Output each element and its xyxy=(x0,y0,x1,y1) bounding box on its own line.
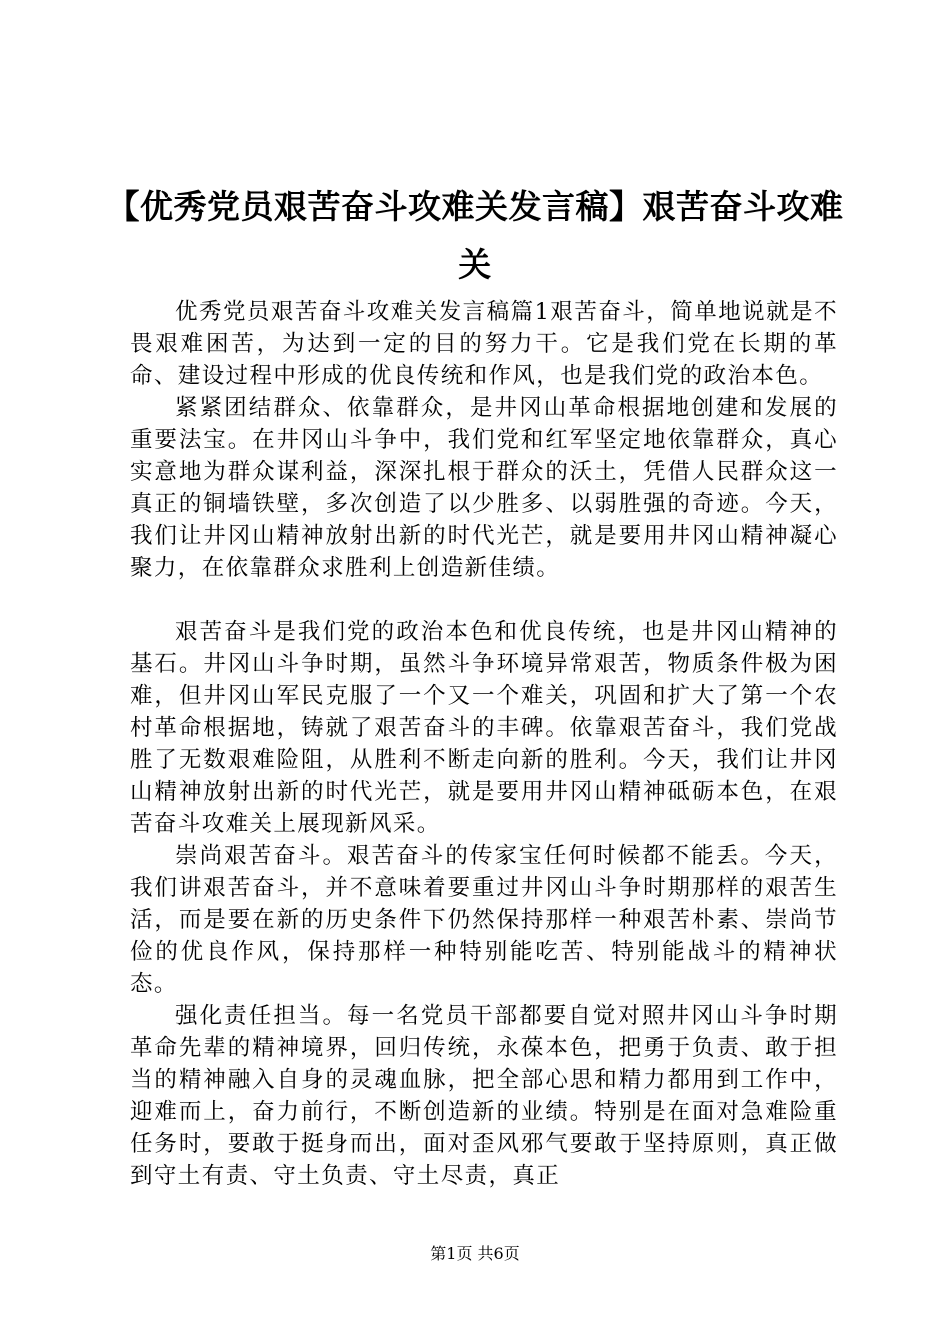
paragraph-hard-struggle: 艰苦奋斗是我们党的政治本色和优良传统，也是井冈山精神的基石。井冈山斗争时期，虽然斗争环境异常艰苦，物质条件极为困难，但井冈山军民克服了一个又一个难关，巩固和扩大了第一个农村革命根据地，铸就了艰苦奋斗的丰碑。依靠艰苦奋斗，我们党战胜了无数艰难险阻，从胜利不断走向新的胜利。今天，我们让井冈山精神放射出新的时代光芒，就是要用井冈山精神砥砺本色，在艰苦奋斗攻难关上展现新风采。 xyxy=(130,619,838,837)
document-body xyxy=(130,296,838,1192)
paragraph-intro: 优秀党员艰苦奋斗攻难关发言稿篇1艰苦奋斗，简单地说就是不畏艰难困苦，为达到一定的目的努力干。它是我们党在长期的革命、建设过程中形成的优良传统和作风，也是我们党的政治本色。 xyxy=(130,299,838,389)
paragraph-uphold-hard-struggle: 崇尚艰苦奋斗。艰苦奋斗的传家宝任何时候都不能丢。今天，我们讲艰苦奋斗，并不意味着要重过井冈山斗争时期那样的艰苦生活，而是要在新的历史条件下仍然保持那样一种艰苦朴素、崇尚节俭的优良作风，保持那样一种特别能吃苦、特别能战斗的精神状态。 xyxy=(130,843,838,997)
paragraph-responsibility: 强化责任担当。每一名党员干部都要自觉对照井冈山斗争时期革命先辈的精神境界，回归传统，永葆本色，把勇于负责、敢于担当的精神融入自身的灵魂血脉，把全部心思和精力都用到工作中，迎难而上，奋力前行，不断创造新的业绩。特别是在面对急难险重任务时，要敢于挺身而出，面对歪风邪气要敢于坚持原则，真正做到守土有责、守土负责、守土尽责，真正 xyxy=(130,1003,838,1189)
paragraph-rely-on-masses: 紧紧团结群众、依靠群众，是井冈山革命根据地创建和发展的重要法宝。在井冈山斗争中，我们党和红军坚定地依靠群众，真心实意地为群众谋利益，深深扎根于群众的沃土，凭借人民群众这一真正的铜墙铁壁，多次创造了以少胜多、以弱胜强的奇迹。今天，我们让井冈山精神放射出新的时代光芒，就是要用井冈山精神凝心聚力，在依靠群众求胜利上创造新佳绩。 xyxy=(130,395,838,581)
page-number: 第1页 共6页 xyxy=(430,1244,520,1263)
document-title: 【优秀党员艰苦奋斗攻难关发言稿】艰苦奋斗攻难关 xyxy=(106,187,844,284)
